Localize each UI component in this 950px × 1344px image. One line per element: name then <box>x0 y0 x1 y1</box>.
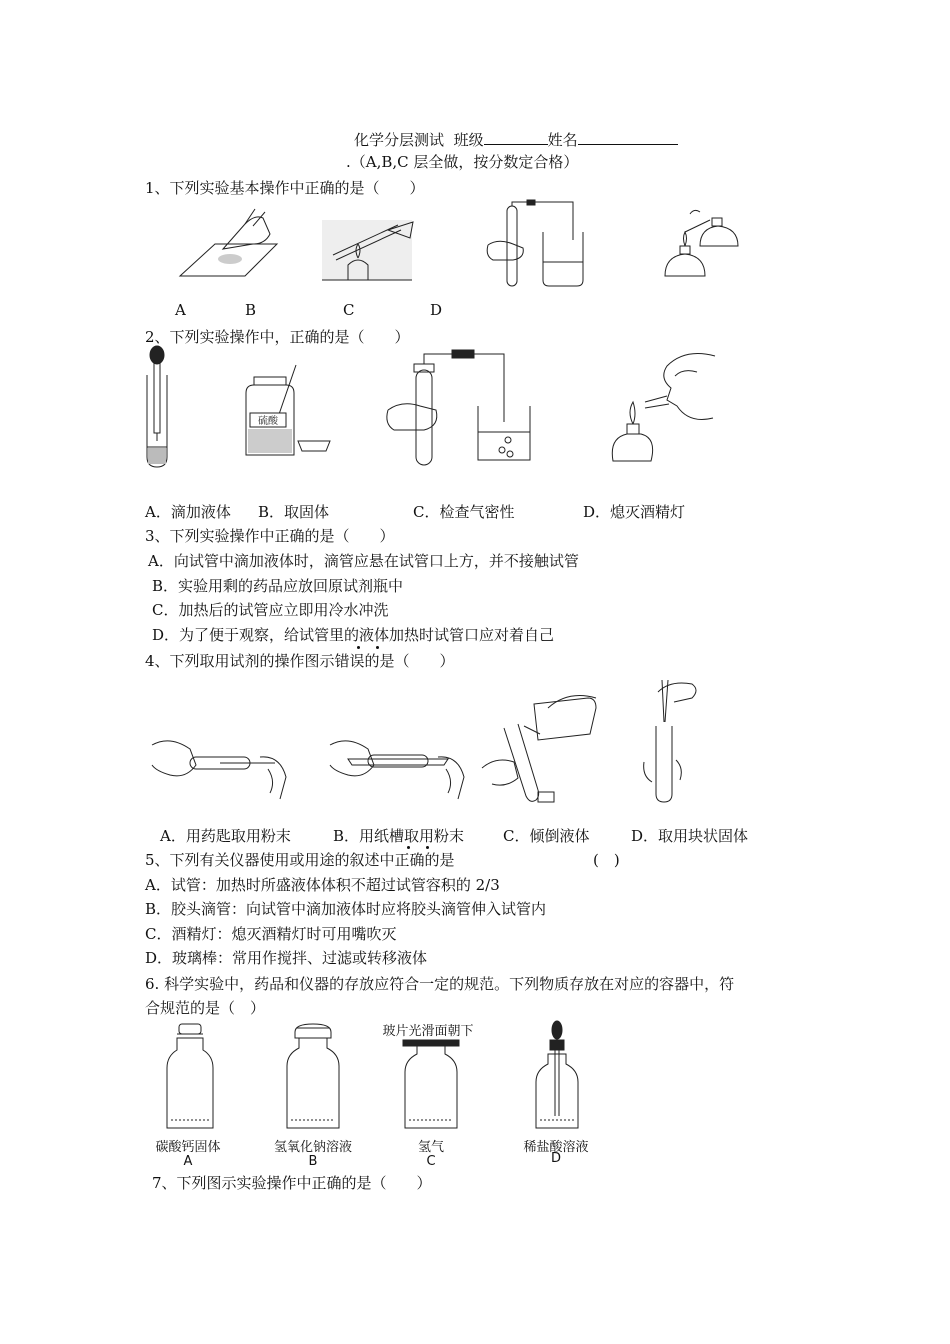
q6-bottle-a-letter: A <box>183 1154 193 1169</box>
name-label: 姓名 <box>547 131 578 149</box>
q2-jar-label: 硫酸 <box>258 416 278 427</box>
q3-stem: 3、下列实验操作中正确的是（ ） <box>145 527 395 545</box>
q5-option-c: C．酒精灯：熄灭酒精灯时可用嘴吹灭 <box>145 925 397 943</box>
name-blank[interactable] <box>578 130 678 145</box>
q6-bottle-a-icon <box>165 1024 215 1132</box>
q5-stem: 5、下列有关仪器使用或用途的叙述中正确的是 <box>145 851 455 869</box>
q2-option-b: B．取固体 <box>258 503 330 521</box>
q5-paren: ( ) <box>593 851 620 869</box>
q4-figure-d-icon <box>640 676 710 806</box>
page-title: 化学分层测试 <box>354 131 445 149</box>
q4-stem: 4、下列取用试剂的操作图示错误的是（ ） <box>145 652 455 670</box>
q2-option-d: D．熄灭酒精灯 <box>583 503 686 521</box>
class-label: 班级 <box>453 131 484 149</box>
q2-figure-a-icon <box>142 345 172 470</box>
emphasis-dot <box>407 846 410 849</box>
q1-figure-d-icon <box>660 206 750 286</box>
q1-option-b: B <box>245 301 257 319</box>
q4-option-b: B．用纸槽取用粉末 <box>333 827 465 845</box>
emphasis-dot <box>357 646 360 649</box>
q1-stem: 1、下列实验基本操作中正确的是（ ） <box>145 179 425 197</box>
emphasis-dot <box>376 646 379 649</box>
q4-figure-a-icon <box>150 735 290 805</box>
q1-figure-c-icon <box>483 200 583 292</box>
q2-option-a: A．滴加液体 <box>145 503 231 521</box>
q6-bottle-d-icon <box>532 1020 582 1132</box>
q2-figure-c-icon <box>384 350 534 470</box>
q5-option-b: B．胶头滴管：向试管中滴加液体时应将胶头滴管伸入试管内 <box>145 900 547 918</box>
q6-bottle-b-icon <box>285 1024 341 1132</box>
q6-bottle-b-letter: B <box>308 1154 318 1169</box>
q6-bottle-d-label: 稀盐酸溶液 <box>523 1140 589 1155</box>
emphasis-dot <box>426 846 429 849</box>
q6-bottle-c-letter: C <box>426 1154 436 1169</box>
q3-option-d: D．为了便于观察，给试管里的液体加热时试管口应对着自己 <box>152 626 555 644</box>
q6-bottle-a-label: 碳酸钙固体 <box>155 1140 221 1155</box>
q2-option-c: C．检查气密性 <box>413 503 515 521</box>
q1-figure-a-icon <box>175 204 285 284</box>
q5-option-d: D．玻璃棒：常用作搅拌、过滤或转移液体 <box>145 949 428 967</box>
q5-option-a: A．试管：加热时所盛液体体积不超过试管容积的 2/3 <box>145 876 500 894</box>
q1-option-c: C <box>343 301 355 319</box>
q2-stem: 2、下列实验操作中，正确的是（ ） <box>145 328 410 346</box>
q6-bottle-c-icon <box>403 1040 459 1132</box>
q4-option-a: A．用药匙取用粉末 <box>160 827 291 845</box>
q1-figure-b-icon <box>318 210 418 288</box>
q6-stem-line2: 合规范的是（ ） <box>145 999 266 1017</box>
q4-figure-b-icon <box>328 735 468 805</box>
q6-note: 玻片光滑面朝下 <box>382 1024 474 1039</box>
q3-option-a: A．向试管中滴加液体时，滴管应悬在试管口上方，并不接触试管 <box>148 552 579 570</box>
q7-stem: 7、下列图示实验操作中正确的是（ ） <box>152 1174 432 1192</box>
q6-stem-line1: 6. 科学实验中，药品和仪器的存放应符合一定的规范。下列物质存放在对应的容器中，符 <box>145 975 735 993</box>
q4-option-c: C．倾倒液体 <box>503 827 590 845</box>
q6-bottle-c-label: 氢气 <box>417 1140 444 1155</box>
q6-bottle-d-letter: D <box>550 1151 561 1166</box>
q2-figure-d-icon <box>605 346 730 466</box>
q6-bottle-b-label: 氢氧化钠溶液 <box>273 1140 352 1155</box>
q1-option-d: D <box>430 301 443 319</box>
page-subtitle: .（A,B,C 层全做，按分数定合格） <box>346 153 579 171</box>
class-blank[interactable] <box>484 130 548 145</box>
q3-option-c: C．加热后的试管应立即用冷水冲洗 <box>152 601 389 619</box>
q2-figure-b-icon <box>240 363 336 463</box>
q3-option-b: B．实验用剩的药品应放回原试剂瓶中 <box>152 577 404 595</box>
header-line <box>354 130 678 150</box>
q1-option-a: A <box>175 301 186 319</box>
q4-option-d: D．取用块状固体 <box>631 827 749 845</box>
q4-figure-c-icon <box>478 688 613 808</box>
